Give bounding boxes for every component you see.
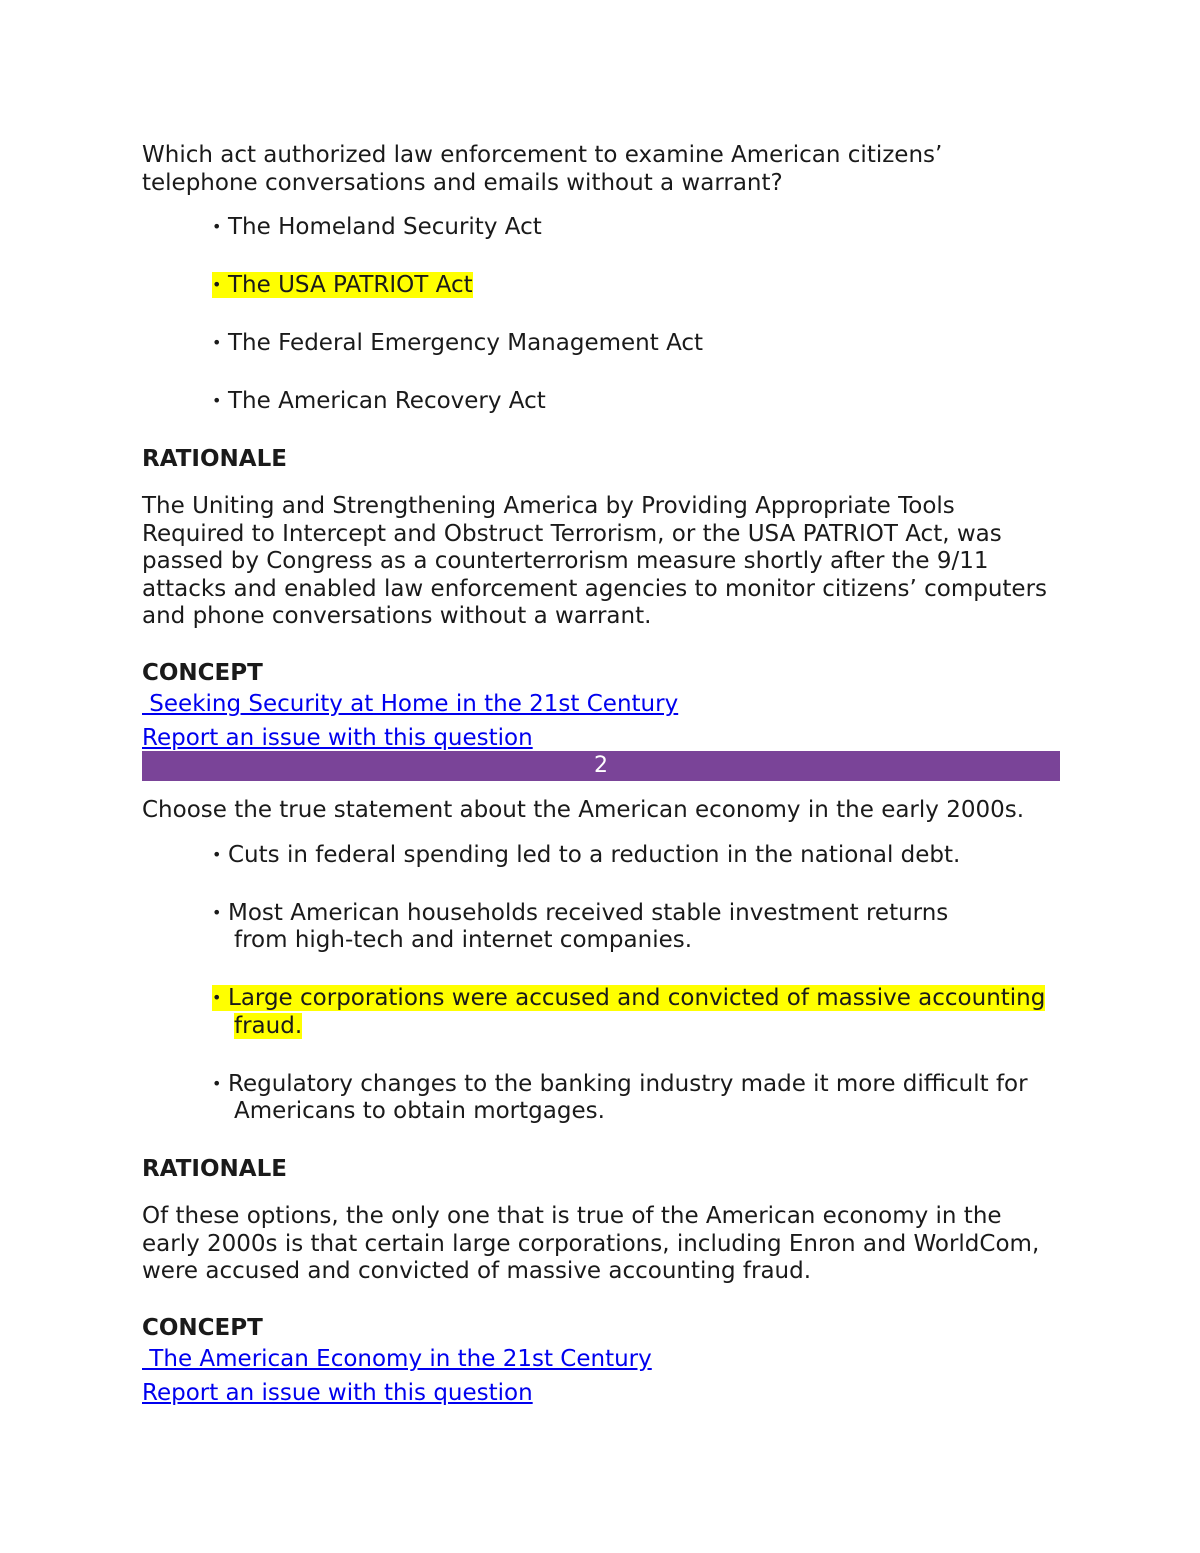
question-1-options [142, 213, 1060, 416]
concept-heading: CONCEPT [142, 659, 263, 686]
answer-option[interactable]: • The Homeland Security Act [212, 214, 542, 240]
concept-link[interactable]: Seeking Security at Home in the 21st Century [142, 691, 679, 717]
bullet-icon: • [212, 391, 222, 410]
answer-option[interactable]: • Most American households received stable investment returns from high-tech and internet companies. [212, 899, 949, 953]
question-number-bar: 2 [142, 751, 1060, 781]
answer-option[interactable]: • The Federal Emergency Management Act [212, 330, 704, 356]
bullet-icon: • [212, 844, 222, 864]
rationale-heading: RATIONALE [142, 445, 287, 472]
answer-option[interactable]: • The American Recovery Act [212, 388, 546, 414]
concept-heading: CONCEPT [142, 1314, 263, 1341]
rationale-heading: RATIONALE [142, 1155, 287, 1182]
rationale-text: The Uniting and Strengthening America by Providing Appropriate Tools Required to Intercept and Obstruct Terrorism, or the USA PATRIOT Act, was passed by Congress as a counterterrorism measure shortly after the 9/11 attacks and enabled law enforcement agencies to monitor citizens’ computers and phone conversations without a warrant. [142, 493, 1048, 629]
document-page [142, 142, 1060, 1410]
answer-option[interactable]: • Cuts in federal spending led to a reduction in the national debt. [212, 841, 961, 868]
bullet-icon: • [212, 275, 222, 294]
report-issue-link[interactable]: Report an issue with this question [142, 725, 533, 751]
question-1-text: Which act authorized law enforcement to examine American citizens’ telephone conversations and emails without a warrant? [142, 142, 943, 196]
question-2-text: Choose the true statement about the American economy in the early 2000s. [142, 797, 1025, 823]
bullet-icon: • [212, 333, 222, 352]
correct-answer-highlight: • Large corporations were accused and convicted of massive accounting fraud. [212, 985, 1046, 1039]
question-2-options [142, 841, 1060, 1126]
answer-option-correct[interactable] [142, 984, 1060, 1040]
bullet-icon: • [212, 1073, 222, 1093]
rationale-text: Of these options, the only one that is true of the American economy in the early 2000s is that certain large corporations, including Enron and WorldCom, were accused and convicted of massive accounting fraud. [142, 1203, 1040, 1284]
bullet-icon: • [212, 217, 222, 236]
report-issue-link[interactable]: Report an issue with this question [142, 1380, 533, 1406]
bullet-icon: • [212, 988, 222, 1007]
correct-answer-highlight: • The USA PATRIOT Act [212, 272, 473, 298]
answer-option-correct[interactable] [142, 271, 1060, 300]
concept-link[interactable]: The American Economy in the 21st Century [142, 1346, 652, 1372]
answer-option[interactable]: • Regulatory changes to the banking industry made it more difficult for Americans to obtain mortgages. [212, 1070, 1028, 1124]
bullet-icon: • [212, 902, 222, 922]
